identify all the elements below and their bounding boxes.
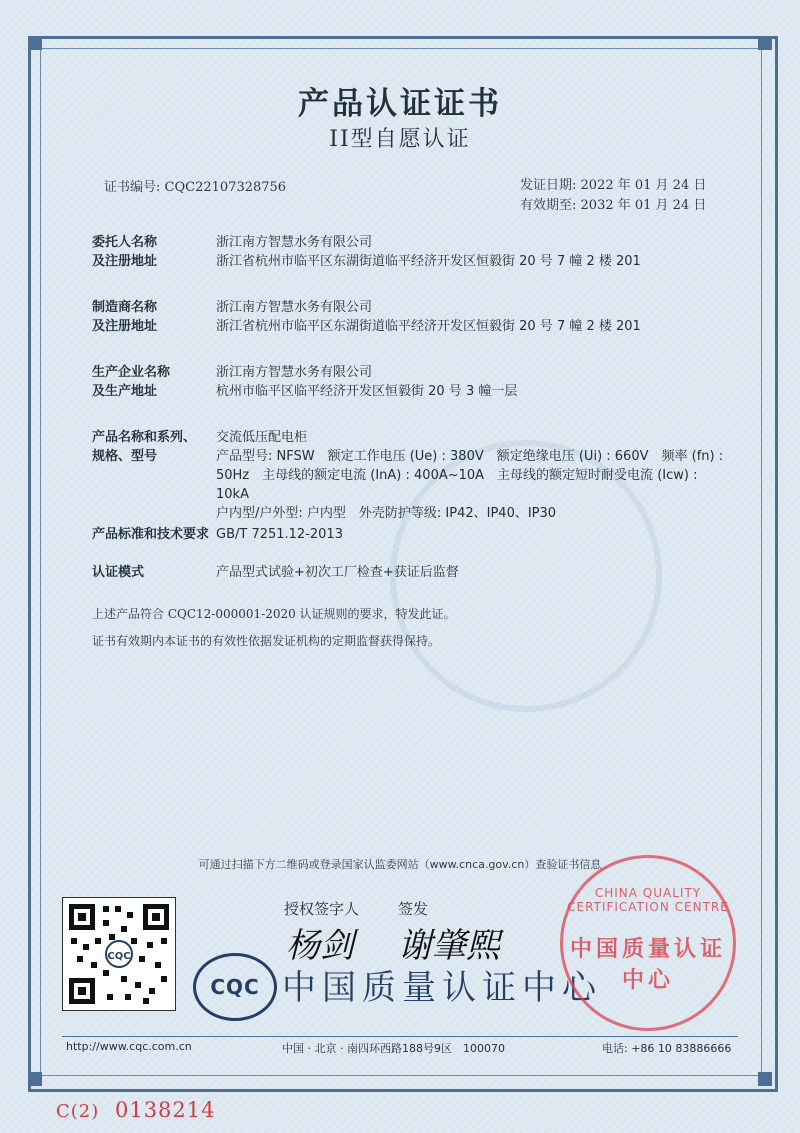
certification-mode-value: 产品型式试验+初次工厂检查+获证后监督	[216, 565, 459, 580]
certificate-title: 产品认证证书	[298, 86, 502, 122]
product-spec-line-3: 户内型/户外型: 户内型 外壳防护等级: IP42、IP40、IP30	[216, 506, 557, 521]
factory-value	[216, 363, 726, 401]
applicant-label: 委托人名称 及注册地址	[92, 235, 158, 269]
cqc-logo: CQC	[193, 953, 277, 1021]
valid-until-value: 2032 年 01 月 24 日	[580, 198, 707, 213]
frame-corner-bottom-right	[758, 1072, 772, 1086]
valid-until-label: 有效期至:	[520, 198, 577, 213]
frame-corner-top-right	[758, 36, 772, 50]
qr-code[interactable]	[62, 897, 176, 1011]
serial-prefix: C(2)	[56, 1101, 100, 1122]
valid-until	[520, 196, 706, 216]
applicant-value	[216, 233, 726, 271]
factory-name: 浙江南方智慧水务有限公司	[216, 365, 373, 380]
stamp-ring-text: CHINA QUALITY CERTIFICATION CENTRE	[567, 886, 729, 914]
factory-label: 生产企业名称 及生产地址	[92, 365, 171, 399]
manufacturer-label: 制造商名称 及注册地址	[92, 300, 158, 334]
applicant-address: 浙江省杭州市临平区东湖街道临平经济开发区恒毅街 20 号 7 幢 2 楼 201	[216, 254, 641, 269]
issue-date-label: 发证日期:	[520, 178, 577, 193]
issue-date-value: 2022 年 01 月 24 日	[580, 178, 707, 193]
official-stamp	[560, 855, 736, 1031]
frame-corner-bottom-left	[28, 1072, 42, 1086]
svg-text:CQC: CQC	[107, 951, 131, 962]
note-validity: 证书有效期内本证书的有效性依据发证机构的定期监督获得保持。	[92, 634, 441, 648]
authorized-signatory-label: 授权签字人	[284, 900, 360, 918]
factory-address: 杭州市临平区临平经济开发区恒毅街 20 号 3 幢一层	[216, 384, 518, 399]
manufacturer-address: 浙江省杭州市临平区东湖街道临平经济开发区恒毅街 20 号 7 幢 2 楼 201	[216, 319, 641, 334]
serial-number	[56, 1098, 216, 1122]
standard-label: 产品标准和技术要求	[92, 527, 210, 542]
authorized-signature: 杨剑	[286, 926, 354, 966]
certification-mode-label: 认证模式	[92, 565, 145, 580]
product-label: 产品名称和系列、 规格、型号	[92, 430, 197, 464]
stamp-center-text: 中国质量认证中心	[569, 937, 726, 993]
frame-corner-top-left	[28, 36, 42, 50]
footer-phone: 电话: +86 10 83886666	[602, 1042, 732, 1055]
certificate-number	[104, 176, 286, 195]
footer-divider	[62, 1036, 738, 1037]
serial-value: 0138214	[114, 1098, 216, 1122]
qr-code-icon	[63, 898, 175, 1010]
product-value	[216, 428, 726, 523]
issue-date	[520, 176, 706, 196]
organization-name: 中国质量认证中心	[282, 968, 602, 1008]
certificate-number-value: CQC22107328756	[164, 180, 287, 195]
applicant-name: 浙江南方智慧水务有限公司	[216, 235, 373, 250]
certificate-dates	[520, 176, 706, 216]
manufacturer-value	[216, 298, 726, 336]
note-compliance: 上述产品符合 CQC12-000001-2020 认证规则的要求，特发此证。	[92, 607, 456, 621]
footer-address: 中国 · 北京 · 南四环西路188号9区 100070	[282, 1042, 505, 1055]
product-name: 交流低压配电柜	[216, 430, 308, 445]
product-spec-line-2: 50Hz 主母线的额定电流 (InA) : 400A~10A 主母线的额定短时耐受电流 (Icw) : 10kA	[216, 468, 698, 502]
issuer-signature: 谢肇熙	[398, 926, 500, 966]
standard-value: GB/T 7251.12-2013	[216, 527, 343, 542]
certificate-number-label: 证书编号:	[104, 180, 161, 195]
verification-note: 可通过扫描下方二维码或登录国家认监委网站（www.cnca.gov.cn）查验证书信息	[198, 858, 602, 871]
footer-website[interactable]: http://www.cqc.com.cn	[66, 1040, 192, 1053]
certificate-subtitle: II型自愿认证	[329, 127, 471, 152]
issuer-label: 签发	[398, 900, 429, 918]
product-spec-line-1: 产品型号: NFSW 额定工作电压 (Ue) : 380V 额定绝缘电压 (Ui) : 660V 频率 (fn) :	[216, 449, 724, 464]
manufacturer-name: 浙江南方智慧水务有限公司	[216, 300, 373, 315]
